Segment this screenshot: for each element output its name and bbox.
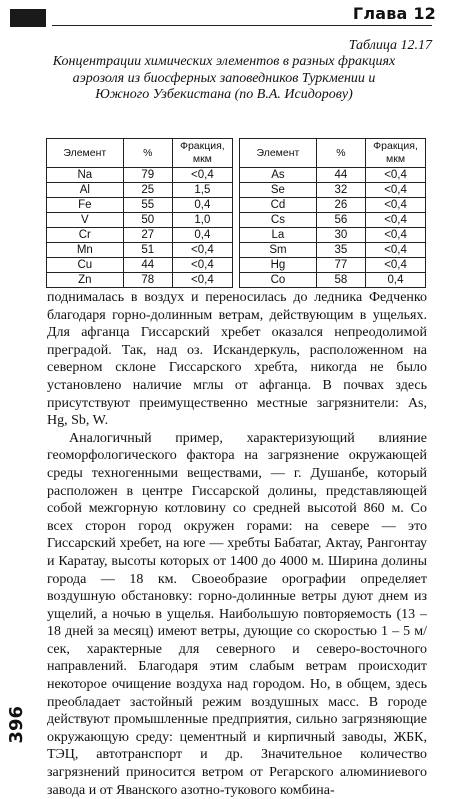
cell-percent: 51: [123, 243, 172, 258]
chapter-title: Глава 12: [352, 4, 436, 23]
running-header: [0, 0, 450, 32]
cell-percent: 44: [316, 168, 365, 183]
cell-element: Zn: [47, 273, 124, 288]
table-row: [47, 198, 426, 213]
cell-fraction: <0,4: [172, 273, 232, 288]
column-gap: [232, 243, 239, 258]
cell-fraction: <0,4: [366, 228, 426, 243]
cell-percent: 44: [123, 258, 172, 273]
table-row: [47, 258, 426, 273]
col-header-element-2: Элемент: [240, 139, 317, 168]
cell-percent: 79: [123, 168, 172, 183]
cell-fraction: <0,4: [366, 258, 426, 273]
body-text: [47, 289, 427, 799]
cell-element: Cr: [47, 228, 124, 243]
column-gap: [232, 139, 239, 168]
cell-element: Hg: [240, 258, 317, 273]
col-header-fraction-2: Фракция, мкм: [366, 139, 426, 168]
cell-fraction: <0,4: [172, 258, 232, 273]
cell-percent: 50: [123, 213, 172, 228]
cell-percent: 35: [316, 243, 365, 258]
paragraph-1: поднималась в воздух и переносилась до ледника Федченко благодаря горно-долинным ветрам, действующим в ущельях. Для афганца Гиссарский хребет оказался непреодолимой преградой. Так, над оз. Искандеркуль, расположенном на северном склоне Гиссарского хребта, никогда не было установлено наличие мглы от афганца. В почвах здесь присутствуют преимущественно местные загрязнители: As, Hg, Sb, W.: [47, 290, 427, 429]
cell-element: As: [240, 168, 317, 183]
cell-element: Fe: [47, 198, 124, 213]
cell-element: Se: [240, 183, 317, 198]
cell-fraction: 0,4: [172, 198, 232, 213]
cell-fraction: <0,4: [172, 168, 232, 183]
cell-fraction: <0,4: [172, 243, 232, 258]
cell-percent: 25: [123, 183, 172, 198]
column-gap: [232, 168, 239, 183]
cell-fraction: <0,4: [366, 243, 426, 258]
cell-percent: 56: [316, 213, 365, 228]
column-gap: [232, 183, 239, 198]
column-gap: [232, 228, 239, 243]
cell-percent: 26: [316, 198, 365, 213]
cell-percent: 32: [316, 183, 365, 198]
cell-element: Mn: [47, 243, 124, 258]
cell-percent: 55: [123, 198, 172, 213]
cell-element: Na: [47, 168, 124, 183]
col-header-percent-2: %: [316, 139, 365, 168]
cell-percent: 58: [316, 273, 365, 288]
table-header-row: [47, 139, 426, 168]
cell-percent: 27: [123, 228, 172, 243]
cell-element: Sm: [240, 243, 317, 258]
cell-percent: 78: [123, 273, 172, 288]
header-marker-block: [10, 9, 46, 27]
cell-element: Cu: [47, 258, 124, 273]
table-caption: Концентрации химических элементов в разных фракциях аэрозоля из биосферных заповедников Туркмении и Южного Узбекистана (по В.А. Исидорову): [52, 54, 396, 102]
col-header-element-1: Элемент: [47, 139, 124, 168]
cell-fraction: 0,4: [366, 273, 426, 288]
header-rule: [52, 25, 432, 26]
table-row: [47, 273, 426, 288]
cell-percent: 77: [316, 258, 365, 273]
cell-element: V: [47, 213, 124, 228]
cell-element: La: [240, 228, 317, 243]
table-row: [47, 228, 426, 243]
cell-element: Cd: [240, 198, 317, 213]
table-row: [47, 213, 426, 228]
column-gap: [232, 258, 239, 273]
cell-fraction: 1,5: [172, 183, 232, 198]
table-row: [47, 243, 426, 258]
column-gap: [232, 213, 239, 228]
cell-fraction: <0,4: [366, 183, 426, 198]
cell-fraction: 1,0: [172, 213, 232, 228]
column-gap: [232, 273, 239, 288]
paragraph-2: Аналогичный пример, характеризующий влияние геоморфологического фактора на загрязнение окружающей среды техногенными веществами, — г. Душанбе, который расположен в центре Гиссарской долины, представляющей собой межгорную котловину со средней высотой 860 м. Со всех сторон город окружен горами: на севере — это Гиссарский хребет, на юге — хребты Бабатаг, Актау, Рангонтау и Каратау, высоты которых от 1400 до 4000 м. Ширина долины города — 18 км. Своеобразие орографии определяет воздушную обстановку: горно-долинные ветры дуют днем из ущелий, а ночью в ущелья. Наибольшую повторяемость (13 – 18 дней за месяц) имеют ветры, дующие со скоростью 1 – 5 м/сек, характерные для северного и северо-восточного направлений. Благодаря этим слабым ветрам происходит некоторое очищение воздуха над городом. Но, в общем, здесь преобладает застойный режим воздушных масс. В городе действуют промышленные предприятия, сильно загрязняющие окружающую среду: цементный и кирпичный заводы, ЖБК, ТЭЦ, автотранспорт и др. Значительное количество загрязнений приносится ветром от Регарского алюминиевого завода и от Яванского азотно-тукового комбина-: [47, 430, 427, 798]
page-number-container: [6, 706, 36, 752]
cell-fraction: 0,4: [172, 228, 232, 243]
cell-percent: 30: [316, 228, 365, 243]
cell-fraction: <0,4: [366, 213, 426, 228]
element-concentration-table: [46, 138, 426, 288]
cell-element: Cs: [240, 213, 317, 228]
cell-fraction: <0,4: [366, 198, 426, 213]
cell-element: Co: [240, 273, 317, 288]
page-number: 396: [6, 706, 27, 744]
col-header-percent-1: %: [123, 139, 172, 168]
table-number: Таблица 12.17: [348, 38, 432, 53]
cell-fraction: <0,4: [366, 168, 426, 183]
col-header-fraction-1: Фракция, мкм: [172, 139, 232, 168]
column-gap: [232, 198, 239, 213]
table-row: [47, 183, 426, 198]
cell-element: Al: [47, 183, 124, 198]
table-row: [47, 168, 426, 183]
